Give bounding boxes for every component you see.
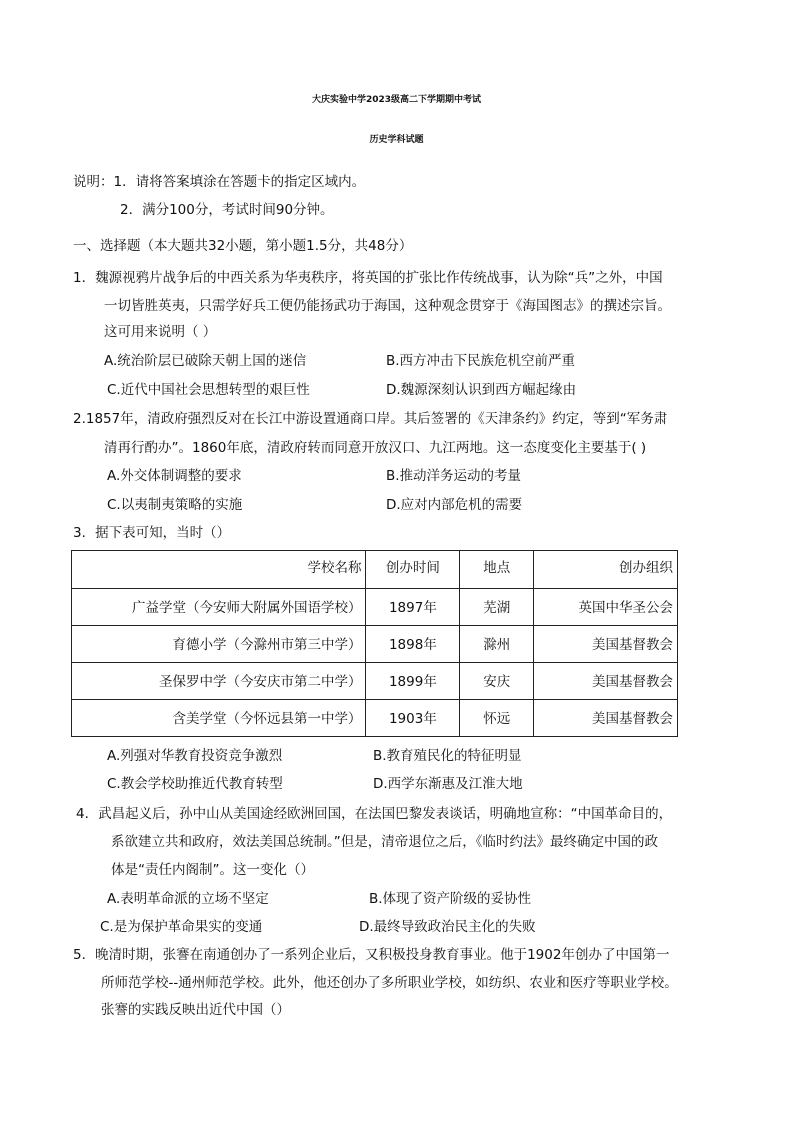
question-1-line-1: 1．魏源视鸦片战争后的中西关系为华夷秩序，将英国的扩张比作传统战事，认为除“兵”之外，中国: [73, 270, 663, 286]
question-4-option-c[interactable]: C.是为保护革命果实的变通: [100, 919, 263, 935]
table-header-year: 创办时间: [366, 551, 460, 589]
question-4-option-b[interactable]: B.体现了资产阶级的妥协性: [369, 891, 532, 907]
question-4-line-2: 系欲建立共和政府，效法美国总统制。”但是，清帝退位之后，《临时约法》最终确定中国的政: [111, 834, 658, 850]
question-2-option-d[interactable]: D.应对内部危机的需要: [386, 497, 523, 513]
table-cell-school: 圣保罗中学（今安庆市第二中学）: [72, 663, 366, 700]
table-cell-place: 安庆: [460, 663, 534, 700]
table-cell-org: 美国基督教会: [534, 700, 678, 737]
table-cell-place: 怀远: [460, 700, 534, 737]
question-5-line-1: 5．晚清时期，张謇在南通创办了一系列企业后，又积极投身教育事业。他于1902年创办了中国第一: [73, 947, 670, 963]
question-4-option-a[interactable]: A.表明革命派的立场不坚定: [107, 891, 269, 907]
table-row: [72, 700, 678, 737]
table-cell-year: 1903年: [366, 700, 460, 737]
table-cell-year: 1898年: [366, 626, 460, 663]
question-1-option-d[interactable]: D.魏源深刻认识到西方崛起缘由: [386, 382, 577, 398]
question-4-line-3: 体是“责任内阁制”。这一变化（）: [111, 862, 314, 878]
question-1-option-a[interactable]: A.统治阶层已破除天朝上国的迷信: [104, 353, 307, 369]
exam-title: 大庆实验中学2023级高二下学期期中考试: [311, 95, 482, 105]
question-3-option-b[interactable]: B.教育殖民化的特征明显: [373, 748, 522, 764]
table-cell-school: 育德小学（今滁州市第三中学）: [72, 626, 366, 663]
question-1-line-2: 一切皆胜英夷，只需学好兵工便仍能扬武功于海国，这种观念贯穿于《海国图志》的撰述宗旨。: [104, 298, 671, 314]
question-2-option-b[interactable]: B.推动洋务运动的考量: [386, 468, 522, 484]
question-3-option-c[interactable]: C.教会学校助推近代教育转型: [107, 776, 283, 792]
question-1-option-c[interactable]: C.近代中国社会思想转型的艰巨性: [107, 382, 310, 398]
question-4-line-1: 4．武昌起义后，孙中山从美国途经欧洲回国，在法国巴黎发表谈话，明确地宣称：“中国革命目的，: [76, 806, 673, 822]
table-cell-org: 美国基督教会: [534, 663, 678, 700]
table-row: [72, 589, 678, 626]
question-1-option-b[interactable]: B.西方冲击下民族危机空前严重: [386, 353, 576, 369]
question-2-line-2: 清再行酌办”。1860年底，清政府转而同意开放汉口、九江两地。这一态度变化主要基于( ): [104, 440, 647, 456]
question-2-option-a[interactable]: A.外交体制调整的要求: [107, 468, 242, 484]
table-header-row: [72, 551, 678, 589]
instruction-line-2: 2．满分100分，考试时间90分钟。: [120, 202, 334, 218]
table-header-school: 学校名称: [72, 551, 366, 589]
question-3-option-d[interactable]: D.西学东渐惠及江淮大地: [373, 776, 523, 792]
question-5-line-3: 张謇的实践反映出近代中国（）: [101, 1002, 290, 1018]
table-cell-year: 1899年: [366, 663, 460, 700]
question-2-option-c[interactable]: C.以夷制夷策略的实施: [107, 497, 243, 513]
table-header-org: 创办组织: [534, 551, 678, 589]
question-3-line-1: 3．据下表可知，当时（）: [73, 525, 231, 541]
table-cell-org: 英国中华圣公会: [534, 589, 678, 626]
table-row: [72, 663, 678, 700]
table-row: [72, 626, 678, 663]
question-3-option-a[interactable]: A.列强对华教育投资竞争激烈: [107, 748, 283, 764]
table-cell-year: 1897年: [366, 589, 460, 626]
exam-subject: 历史学科试题: [369, 135, 424, 145]
school-table: [71, 550, 678, 737]
table-header-place: 地点: [460, 551, 534, 589]
table-cell-org: 美国基督教会: [534, 626, 678, 663]
question-4-option-d[interactable]: D.最终导致政治民主化的失败: [359, 919, 536, 935]
question-5-line-2: 所师范学校--通州师范学校。此外，他还创办了多所职业学校，如纺织、农业和医疗等职业学校。: [101, 975, 678, 991]
table-cell-place: 芜湖: [460, 589, 534, 626]
section-heading: 一、选择题（本大题共32小题，第小题1.5分，共48分）: [73, 238, 413, 254]
table-cell-school: 广益学堂（今安师大附属外国语学校）: [72, 589, 366, 626]
table-cell-place: 滁州: [460, 626, 534, 663]
question-1-line-3: 这可用来说明（ ）: [104, 324, 217, 340]
question-2-line-1: 2.1857年，清政府强烈反对在长江中游设置通商口岸。其后签署的《天津条约》约定，等到“军务肃: [73, 411, 668, 427]
instruction-line-1: 说明：1．请将答案填涂在答题卡的指定区域内。: [73, 174, 366, 190]
table-cell-school: 含美学堂（今怀远县第一中学）: [72, 700, 366, 737]
